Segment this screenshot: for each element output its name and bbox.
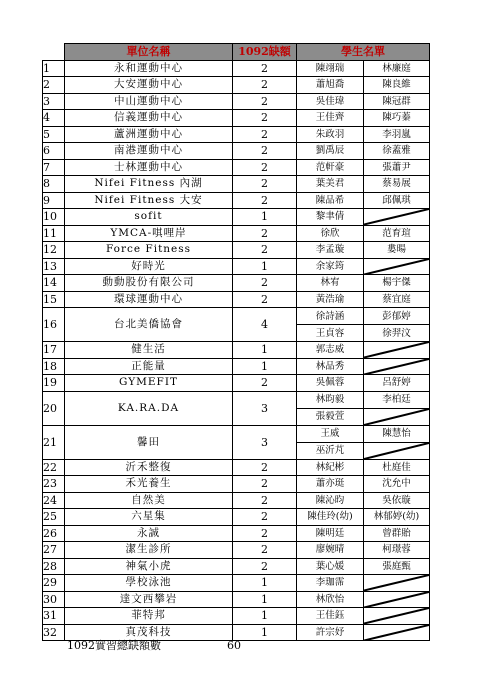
unit-name: 馨田 (65, 425, 233, 459)
table-row (43, 391, 430, 408)
unit-name: YMCA-唭哩岸 (65, 225, 233, 242)
unit-name: 禾光養生 (65, 476, 233, 493)
empty-student-slot (364, 608, 430, 625)
quota-count: 1 (233, 608, 297, 625)
quota-count: 2 (233, 77, 297, 94)
unit-name: 信義運動中心 (65, 110, 233, 127)
quota-count: 2 (233, 476, 297, 493)
student-name-2: 張庭甄 (364, 558, 430, 575)
table-row (43, 159, 430, 176)
row-number: 16 (43, 308, 65, 342)
student-name-2: 陳慧怡 (364, 425, 430, 442)
table-row (43, 176, 430, 193)
student-name-2: 彭郁婷 (364, 308, 430, 325)
table-body (43, 60, 430, 641)
row-number: 28 (43, 558, 65, 575)
total-line (67, 637, 241, 653)
student-name-2: 林廉庭 (364, 60, 430, 77)
table-row (43, 126, 430, 143)
table-row (43, 242, 430, 259)
student-name-2: 杜庭佳 (364, 459, 430, 476)
student-name-2: 李羽嵐 (364, 126, 430, 143)
student-name-2: 林郁婷(幼) (364, 509, 430, 526)
header-unit: 單位名稱 (65, 44, 233, 61)
quota-count: 2 (233, 60, 297, 77)
row-number: 3 (43, 93, 65, 110)
row-number: 24 (43, 492, 65, 509)
student-name-1: 許宗妤 (297, 624, 364, 641)
student-name-2: 呂舒婷 (364, 375, 430, 392)
student-name-2: 張蕭尹 (364, 159, 430, 176)
row-number: 9 (43, 192, 65, 209)
quota-count: 1 (233, 591, 297, 608)
table-row (43, 525, 430, 542)
table-row (43, 542, 430, 559)
table-row (43, 291, 430, 308)
quota-count: 2 (233, 176, 297, 193)
empty-student-slot (364, 575, 430, 592)
student-name-2: 范育瑄 (364, 225, 430, 242)
row-number: 25 (43, 509, 65, 526)
unit-name: Nifei Fitness 內湖 (65, 176, 233, 193)
internship-quota-table (42, 43, 430, 641)
row-number: 13 (43, 258, 65, 275)
student-name-1: 徐欣 (297, 225, 364, 242)
student-name-1: 林欣怡 (297, 591, 364, 608)
quota-count: 1 (233, 342, 297, 359)
student-name-2: 李柏廷 (364, 391, 430, 408)
student-name-1: 廖婉晴 (297, 542, 364, 559)
quota-count: 2 (233, 242, 297, 259)
unit-name: Nifei Fitness 大安 (65, 192, 233, 209)
student-name-1: 林昀毅 (297, 391, 364, 408)
unit-name: 好時光 (65, 258, 233, 275)
row-number: 11 (43, 225, 65, 242)
empty-slot-strike (364, 209, 429, 225)
row-number: 30 (43, 591, 65, 608)
table-row (43, 476, 430, 493)
row-number: 6 (43, 143, 65, 160)
row-number: 20 (43, 391, 65, 425)
student-name-1: 王佳鈺 (297, 608, 364, 625)
unit-name: 環球運動中心 (65, 291, 233, 308)
quota-count: 2 (233, 509, 297, 526)
unit-name: 台北美僑協會 (65, 308, 233, 342)
row-number: 22 (43, 459, 65, 476)
row-number: 15 (43, 291, 65, 308)
student-name-2: 沈允中 (364, 476, 430, 493)
table-row (43, 375, 430, 392)
empty-student-slot (364, 442, 430, 459)
quota-count: 2 (233, 375, 297, 392)
unit-name: 達文西攀岩 (65, 591, 233, 608)
empty-student-slot (364, 591, 430, 608)
student-name-1: 李孟璇 (297, 242, 364, 259)
quota-count: 2 (233, 558, 297, 575)
student-name-1: 王佳齊 (297, 110, 364, 127)
student-name-2: 徐羿汶 (364, 325, 430, 342)
table-row (43, 275, 430, 292)
student-name-2: 陳冠群 (364, 93, 430, 110)
student-name-1: 范軒豪 (297, 159, 364, 176)
table-row (43, 591, 430, 608)
row-number: 2 (43, 77, 65, 94)
student-name-1: 葉心媛 (297, 558, 364, 575)
quota-count: 1 (233, 209, 297, 226)
student-name-1: 吳佳瑋 (297, 93, 364, 110)
student-name-1: 張毅萱 (297, 408, 364, 425)
row-number: 27 (43, 542, 65, 559)
table-row (43, 258, 430, 275)
student-name-2: 蔡易展 (364, 176, 430, 193)
total-value: 60 (227, 639, 241, 652)
student-name-2: 徐蓋雅 (364, 143, 430, 160)
student-name-1: 陳沁昀 (297, 492, 364, 509)
quota-count: 1 (233, 624, 297, 641)
student-name-1: 陳佳玲(幼) (297, 509, 364, 526)
empty-slot-strike (364, 342, 429, 358)
quota-count: 2 (233, 291, 297, 308)
student-name-2: 楊宇傑 (364, 275, 430, 292)
student-name-1: 蕭旭喬 (297, 77, 364, 94)
student-name-1: 林紀彬 (297, 459, 364, 476)
student-name-1: 郭志威 (297, 342, 364, 359)
unit-name: sofit (65, 209, 233, 226)
quota-count: 2 (233, 93, 297, 110)
table-row (43, 225, 430, 242)
student-name-1: 巫沂芃 (297, 442, 364, 459)
empty-slot-strike (364, 409, 429, 425)
table-row (43, 93, 430, 110)
empty-slot-strike (364, 259, 429, 275)
unit-name: 菲特邦 (65, 608, 233, 625)
empty-student-slot (364, 342, 430, 359)
quota-count: 1 (233, 358, 297, 375)
student-name-1: 葉美君 (297, 176, 364, 193)
empty-student-slot (364, 408, 430, 425)
unit-name: 正能量 (65, 358, 233, 375)
row-number: 19 (43, 375, 65, 392)
student-name-1: 王貞容 (297, 325, 364, 342)
unit-name: 動動股份有限公司 (65, 275, 233, 292)
student-name-1: 蕭亦珽 (297, 476, 364, 493)
row-number: 8 (43, 176, 65, 193)
student-name-1: 黃浩瑜 (297, 291, 364, 308)
student-name-2: 柯璟蓉 (364, 542, 430, 559)
student-name-2: 蔡宜庭 (364, 291, 430, 308)
row-number: 1 (43, 60, 65, 77)
student-name-1: 林宥 (297, 275, 364, 292)
student-name-1: 林品秀 (297, 358, 364, 375)
row-number: 7 (43, 159, 65, 176)
student-name-2: 婁暘 (364, 242, 430, 259)
unit-name: Force Fitness (65, 242, 233, 259)
quota-count: 1 (233, 258, 297, 275)
quota-count: 2 (233, 225, 297, 242)
quota-count: 3 (233, 391, 297, 425)
row-number: 4 (43, 110, 65, 127)
row-number: 12 (43, 242, 65, 259)
empty-slot-strike (364, 443, 429, 459)
empty-slot-strike (364, 592, 429, 608)
empty-student-slot (364, 624, 430, 641)
unit-name: 大安運動中心 (65, 77, 233, 94)
empty-slot-strike (364, 359, 429, 375)
student-name-2: 陳良維 (364, 77, 430, 94)
student-name-2: 吳依璇 (364, 492, 430, 509)
row-number: 31 (43, 608, 65, 625)
row-number: 5 (43, 126, 65, 143)
row-number: 21 (43, 425, 65, 459)
unit-name: 南港運動中心 (65, 143, 233, 160)
row-number: 18 (43, 358, 65, 375)
table-row (43, 509, 430, 526)
student-name-1: 吳佩蓉 (297, 375, 364, 392)
empty-slot-strike (364, 575, 429, 591)
student-name-1: 陳明廷 (297, 525, 364, 542)
table-row (43, 143, 430, 160)
unit-name: 學校泳池 (65, 575, 233, 592)
student-name-1: 徐詩涵 (297, 308, 364, 325)
unit-name: 沂禾整復 (65, 459, 233, 476)
unit-name: 健生活 (65, 342, 233, 359)
table-row (43, 425, 430, 442)
empty-slot-strike (364, 625, 429, 641)
table-row (43, 209, 430, 226)
quota-count: 2 (233, 275, 297, 292)
student-name-2: 曾群貽 (364, 525, 430, 542)
table-row (43, 110, 430, 127)
student-name-2: 陳巧蓁 (364, 110, 430, 127)
header-students: 學生名單 (297, 44, 430, 61)
quota-count: 2 (233, 143, 297, 160)
row-number: 26 (43, 525, 65, 542)
unit-name: 中山運動中心 (65, 93, 233, 110)
empty-student-slot (364, 258, 430, 275)
student-name-1: 朱政羽 (297, 126, 364, 143)
quota-count: 4 (233, 308, 297, 342)
student-name-1: 陳品希 (297, 192, 364, 209)
row-number: 32 (43, 624, 65, 641)
total-label: 1092實習總缺額數 (67, 639, 161, 652)
table-row (43, 342, 430, 359)
quota-count: 2 (233, 159, 297, 176)
quota-count: 2 (233, 126, 297, 143)
row-number: 10 (43, 209, 65, 226)
quota-count: 1 (233, 575, 297, 592)
student-name-1: 劉禹辰 (297, 143, 364, 160)
table-row (43, 60, 430, 77)
quota-count: 2 (233, 192, 297, 209)
header-quota: 1092缺額 (233, 44, 297, 61)
table-row (43, 192, 430, 209)
unit-name: 真茂科技 (65, 624, 233, 641)
row-number: 29 (43, 575, 65, 592)
quota-count: 2 (233, 459, 297, 476)
table-row (43, 492, 430, 509)
empty-slot-strike (364, 608, 429, 624)
unit-name: 永誠 (65, 525, 233, 542)
table-row (43, 575, 430, 592)
quota-count: 2 (233, 542, 297, 559)
table-row (43, 459, 430, 476)
student-name-2: 邱佩琪 (364, 192, 430, 209)
quota-count: 2 (233, 525, 297, 542)
row-number: 14 (43, 275, 65, 292)
quota-count: 2 (233, 492, 297, 509)
unit-name: 蘆洲運動中心 (65, 126, 233, 143)
table-row (43, 558, 430, 575)
student-name-1: 李珈霈 (297, 575, 364, 592)
student-name-1: 余家筠 (297, 258, 364, 275)
unit-name: KA.RA.DA (65, 391, 233, 425)
unit-name: 六星集 (65, 509, 233, 526)
unit-name: 士林運動中心 (65, 159, 233, 176)
table-row (43, 358, 430, 375)
unit-name: GYMEFIT (65, 375, 233, 392)
student-name-1: 陳翊瑞 (297, 60, 364, 77)
table-row (43, 308, 430, 325)
unit-name: 永和運動中心 (65, 60, 233, 77)
table-row (43, 77, 430, 94)
table-header-row (43, 44, 430, 61)
unit-name: 自然美 (65, 492, 233, 509)
unit-name: 神氣小虎 (65, 558, 233, 575)
row-number: 23 (43, 476, 65, 493)
quota-count: 3 (233, 425, 297, 459)
empty-student-slot (364, 358, 430, 375)
table-row (43, 608, 430, 625)
student-name-1: 王威 (297, 425, 364, 442)
row-number: 17 (43, 342, 65, 359)
quota-count: 2 (233, 110, 297, 127)
empty-student-slot (364, 209, 430, 226)
unit-name: 潔生診所 (65, 542, 233, 559)
student-name-1: 黎聿倩 (297, 209, 364, 226)
header-blank-cell (43, 44, 65, 61)
